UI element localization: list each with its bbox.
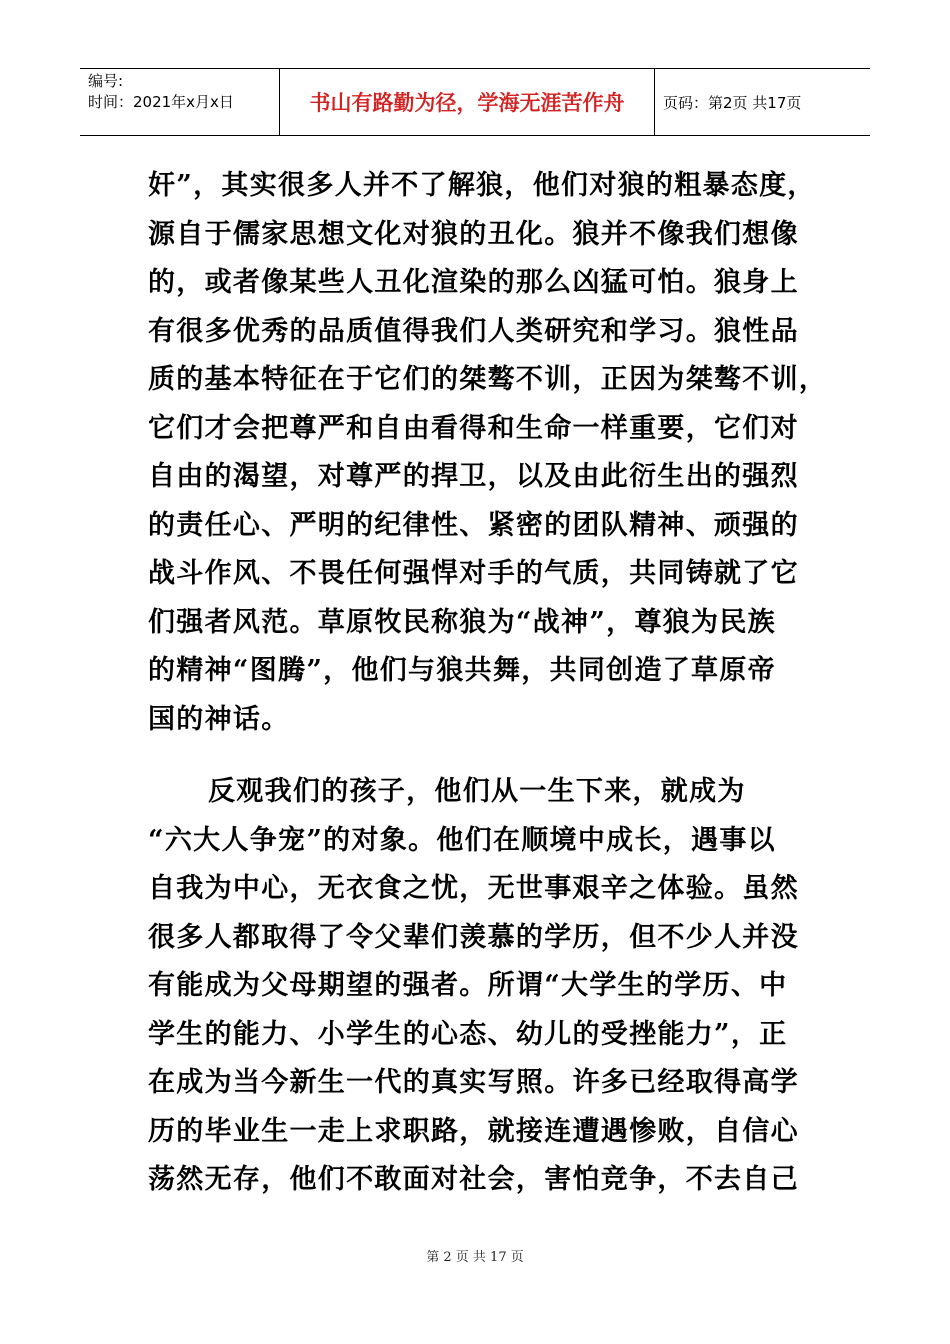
paragraph-1 bbox=[148, 162, 828, 744]
text-line: 有很多优秀的品质值得我们人类研究和学习。狼性品 bbox=[148, 315, 799, 347]
text-line: 质的基本特征在于它们的桀骜不训，正因为桀骜不训， bbox=[148, 364, 828, 395]
text-line: 历的毕业生一走上求职路，就接连遭遇惨败，自信心 bbox=[148, 1115, 799, 1147]
paragraph-gap bbox=[148, 744, 828, 768]
number-label: 编号: bbox=[88, 72, 124, 90]
header-page-info: 页码：第2页 共17页 bbox=[663, 93, 802, 112]
text-line: “六大人争宠”的对象。他们在顺境中成长，遇事以 bbox=[148, 824, 776, 856]
document-body bbox=[148, 162, 828, 1205]
page-header bbox=[80, 68, 870, 136]
text-line: 自由的渴望，对尊严的捍卫，以及由此衍生出的强烈 bbox=[148, 461, 799, 492]
text-line: 反观我们的孩子，他们从一生下来，就成为 bbox=[208, 776, 746, 807]
text-line: 它们才会把尊严和自由看得和生命一样重要，它们对 bbox=[148, 412, 799, 444]
text-line: 的，或者像某些人丑化渲染的那么凶猛可怕。狼身上 bbox=[148, 267, 799, 298]
text-line: 学生的能力、小学生的心态、幼儿的受挫能力”，正 bbox=[148, 1018, 788, 1050]
header-meta bbox=[80, 69, 280, 135]
text-line: 很多人都取得了令父辈们羡慕的学历，但不少人并没 bbox=[148, 921, 799, 953]
text-line: 的责任心、严明的纪律性、紧密的团队精神、顽强的 bbox=[148, 509, 799, 541]
text-line: 战斗作风、不畏任何强悍对手的气质，共同铸就了它 bbox=[148, 558, 799, 589]
date-label: 时间：2021年x月x日 bbox=[88, 93, 234, 111]
text-line: 在成为当今新生一代的真实写照。许多已经取得高学 bbox=[148, 1067, 799, 1098]
text-line: 自我为中心，无衣食之忧，无世事艰辛之体验。虽然 bbox=[148, 873, 799, 904]
text-line: 有能成为父母期望的强者。所谓“大学生的学历、中 bbox=[148, 970, 788, 1001]
page-footer: 第 2 页 共 17 页 bbox=[426, 1250, 524, 1265]
text-line: 奸”，其实很多人并不了解狼，他们对狼的粗暴态度， bbox=[148, 170, 816, 201]
text-line: 们强者风范。草原牧民称狼为“战神”，尊狼为民族 bbox=[148, 606, 776, 638]
text-line: 的精神“图腾”，他们与狼共舞，共同创造了草原帝 bbox=[148, 655, 776, 686]
header-motto: 书山有路勤为径，学海无涯苦作舟 bbox=[280, 69, 655, 135]
paragraph-2 bbox=[148, 768, 828, 1205]
text-line: 国的神话。 bbox=[148, 703, 290, 735]
text-line: 荡然无存，他们不敢面对社会，害怕竞争，不去自己 bbox=[148, 1164, 799, 1195]
text-line: 源自于儒家思想文化对狼的丑化。狼并不像我们想像 bbox=[148, 218, 799, 250]
